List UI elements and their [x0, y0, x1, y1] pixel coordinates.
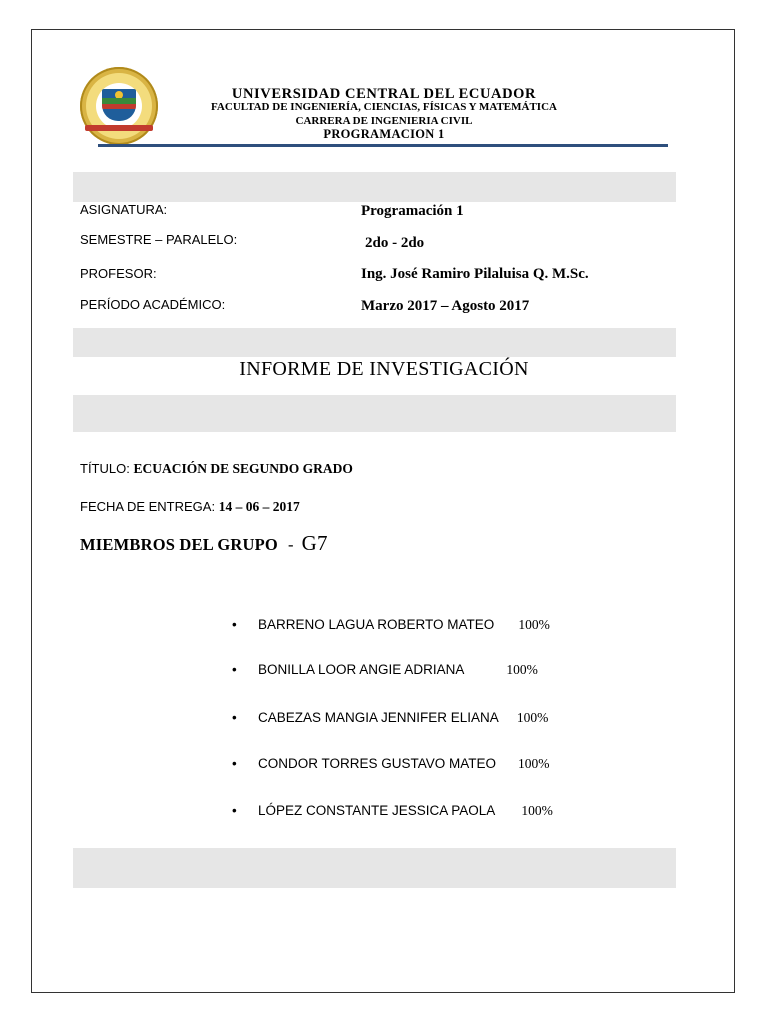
- gray-band: [73, 328, 676, 357]
- list-item: [232, 662, 538, 678]
- member-percentage: 100%: [521, 803, 553, 818]
- gray-band: [73, 172, 676, 202]
- date-label: FECHA DE ENTREGA:: [80, 499, 216, 514]
- member-percentage: 100%: [518, 756, 550, 771]
- member-percentage: 100%: [516, 710, 549, 725]
- member-name: LÓPEZ CONSTANTE JESSICA PAOLA: [258, 803, 496, 818]
- report-topic: [80, 461, 353, 477]
- group-separator: -: [287, 535, 294, 554]
- member-name: BONILLA LOOR ANGIE ADRIANA: [258, 662, 465, 677]
- group-code: G7: [301, 531, 328, 555]
- info-label-semester: SEMESTRE – PARALELO:: [80, 232, 238, 247]
- group-heading: [80, 531, 328, 556]
- info-label-subject: ASIGNATURA:: [80, 202, 168, 217]
- university-name: UNIVERSIDAD CENTRAL DEL ECUADOR: [231, 86, 537, 102]
- info-value-professor: Ing. José Ramiro Pilaluisa Q. M.Sc.: [361, 266, 589, 282]
- course-name: PROGRAMACION 1: [323, 127, 445, 141]
- delivery-date: [80, 499, 300, 515]
- info-value-period: Marzo 2017 – Agosto 2017: [361, 298, 530, 314]
- info-label-period: PERÍODO ACADÉMICO:: [80, 297, 226, 312]
- member-name: BARRENO LAGUA ROBERTO MATEO: [258, 617, 495, 632]
- bullet-icon: •: [232, 662, 237, 677]
- info-value-semester: 2do - 2do: [365, 235, 425, 251]
- topic-value: ECUACIÓN DE SEGUNDO GRADO: [133, 461, 353, 476]
- career-name: CARRERA DE INGENIERIA CIVIL: [295, 115, 473, 127]
- date-value: 14 – 06 – 2017: [218, 499, 300, 514]
- member-name: CABEZAS MANGIA JENNIFER ELIANA: [258, 710, 499, 725]
- gray-band: [73, 395, 676, 432]
- list-item: [232, 710, 548, 726]
- member-percentage: 100%: [518, 617, 550, 632]
- member-percentage: 100%: [506, 662, 538, 677]
- member-name: CONDOR TORRES GUSTAVO MATEO: [258, 756, 497, 771]
- bullet-icon: •: [232, 803, 237, 818]
- list-item: [232, 803, 553, 819]
- report-title: INFORME DE INVESTIGACIÓN: [239, 358, 529, 380]
- list-item: [232, 617, 550, 633]
- bullet-icon: •: [232, 756, 237, 771]
- faculty-name: FACULTAD DE INGENIERÍA, CIENCIAS, FÍSICAS Y MATEMÁTICA: [211, 101, 557, 113]
- info-value-subject: Programación 1: [361, 203, 464, 219]
- list-item: [232, 756, 550, 772]
- info-label-professor: PROFESOR:: [80, 266, 157, 281]
- bullet-icon: •: [232, 617, 237, 632]
- bullet-icon: •: [232, 710, 237, 725]
- header-divider: [98, 144, 668, 147]
- group-label: MIEMBROS DEL GRUPO: [80, 535, 278, 554]
- topic-label: TÍTULO:: [80, 461, 130, 476]
- gray-band: [73, 848, 676, 888]
